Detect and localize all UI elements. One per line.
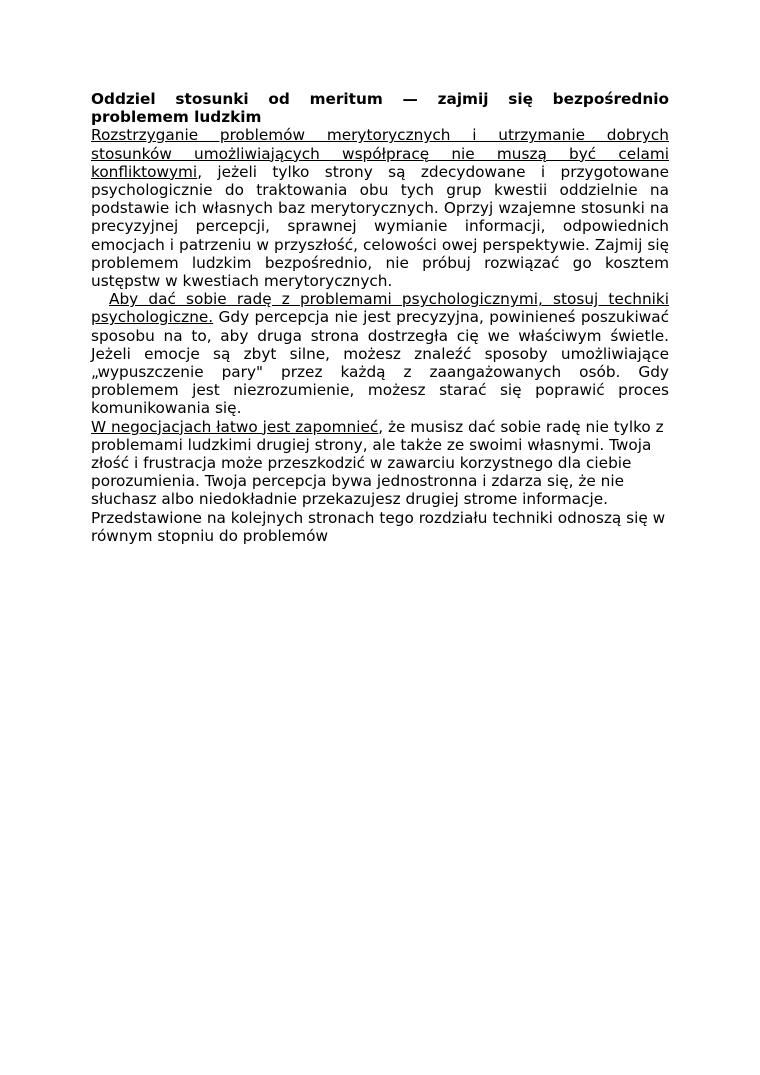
paragraph-3-text: , że musisz dać sobie radę nie tylko z problemami ludzkimi drugiej strony, ale także ze swoimi własnymi. Twoja złość i frustracja może przeszkodzić w zawarciu korzystnego dla ciebie porozumienia. Twoja percepcja bywa jednostronna i zdarza się, że nie słuchasz albo niedokładnie przekazujesz drugiej strome informacje. Przedstawione na kolejnych stronach tego rozdziału techniki odnoszą się w równym stopniu do problemów [91,417,666,545]
paragraph-1-underlined-lead: Rozstrzyganie problemów merytorycznych i utrzymanie dobrych stosunków umożliwiających współpracę nie muszą być celami konfliktowymi [91,126,669,181]
paragraph-2-text: Gdy percepcja nie jest precyzyjna, powinieneś poszukiwać sposobu na to, aby druga strona dostrzegła cię we właściwym świetle. Jeżeli emocje są zbyt silne, możesz znaleźć sposoby umożliwiające „wypuszczenie pary" przez każdą z zaangażowanych osób. Gdy problemem jest niezrozumienie, możesz starać się poprawić proces komunikowania się. [91,308,669,418]
section-title: Oddziel stosunki od meritum — zajmij się bezpośrednio problemem ludzkim [91,90,669,127]
document-body [91,90,669,545]
paragraph-2-underlined-lead: Aby dać sobie radę z problemami psychologicznymi, stosuj techniki psychologiczne. [91,290,669,327]
paragraph-3 [91,418,669,545]
paragraph-2 [91,290,669,417]
paragraph-3-underlined-lead: W negocjacjach łatwo jest zapomnieć [91,417,379,436]
paragraph-1-text: , jeżeli tylko strony są zdecydowane i przygotowane psychologicznie do traktowania obu tych grup kwestii oddzielnie na podstawie ich własnych baz merytorycznych. Oprzyj wzajemne stosunki na precyzyjnej percepcji, sprawnej wymianie informacji, odpowiednich emocjach i patrzeniu w przyszłość, celowości owej perspektywie. Zajmij się problemem ludzkim bezpośrednio, nie próbuj rozwiązać go kosztem ustępstw w kwestiach merytorycznych. [91,162,669,291]
paragraph-1 [91,126,669,290]
